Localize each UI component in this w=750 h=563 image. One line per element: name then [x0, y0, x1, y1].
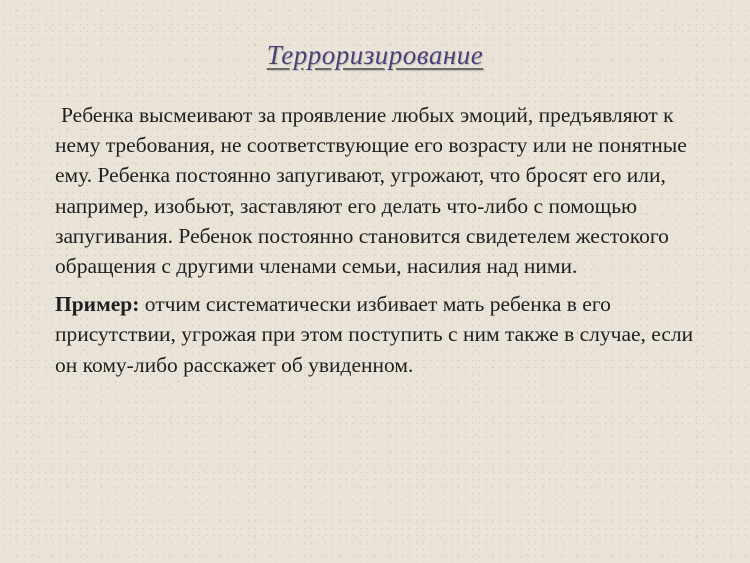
example-text: отчим систематически избивает мать ребенка в его присутствии, угрожая при этом поступить с ним также в случае, если он кому-либо расскажет об увиденном.: [55, 292, 694, 377]
example-paragraph: [55, 289, 715, 380]
description-paragraph: Ребенка высмеивают за проявление любых эмоций, предъявляют к нему требования, не соответствующие его возрасту или не понятные ему. Ребенка постоянно запугивают, угрожают, что бросят его или, например, изобьют, заставляют его делать что-либо с помощью запугивания. Ребенок постоянно становится свидетелем жестокого обращения с другими членами семьи, насилия над ними.: [55, 103, 687, 279]
slide-body: [55, 100, 715, 380]
slide-title: Терроризирование: [266, 40, 484, 70]
example-label: Пример:: [55, 292, 140, 317]
